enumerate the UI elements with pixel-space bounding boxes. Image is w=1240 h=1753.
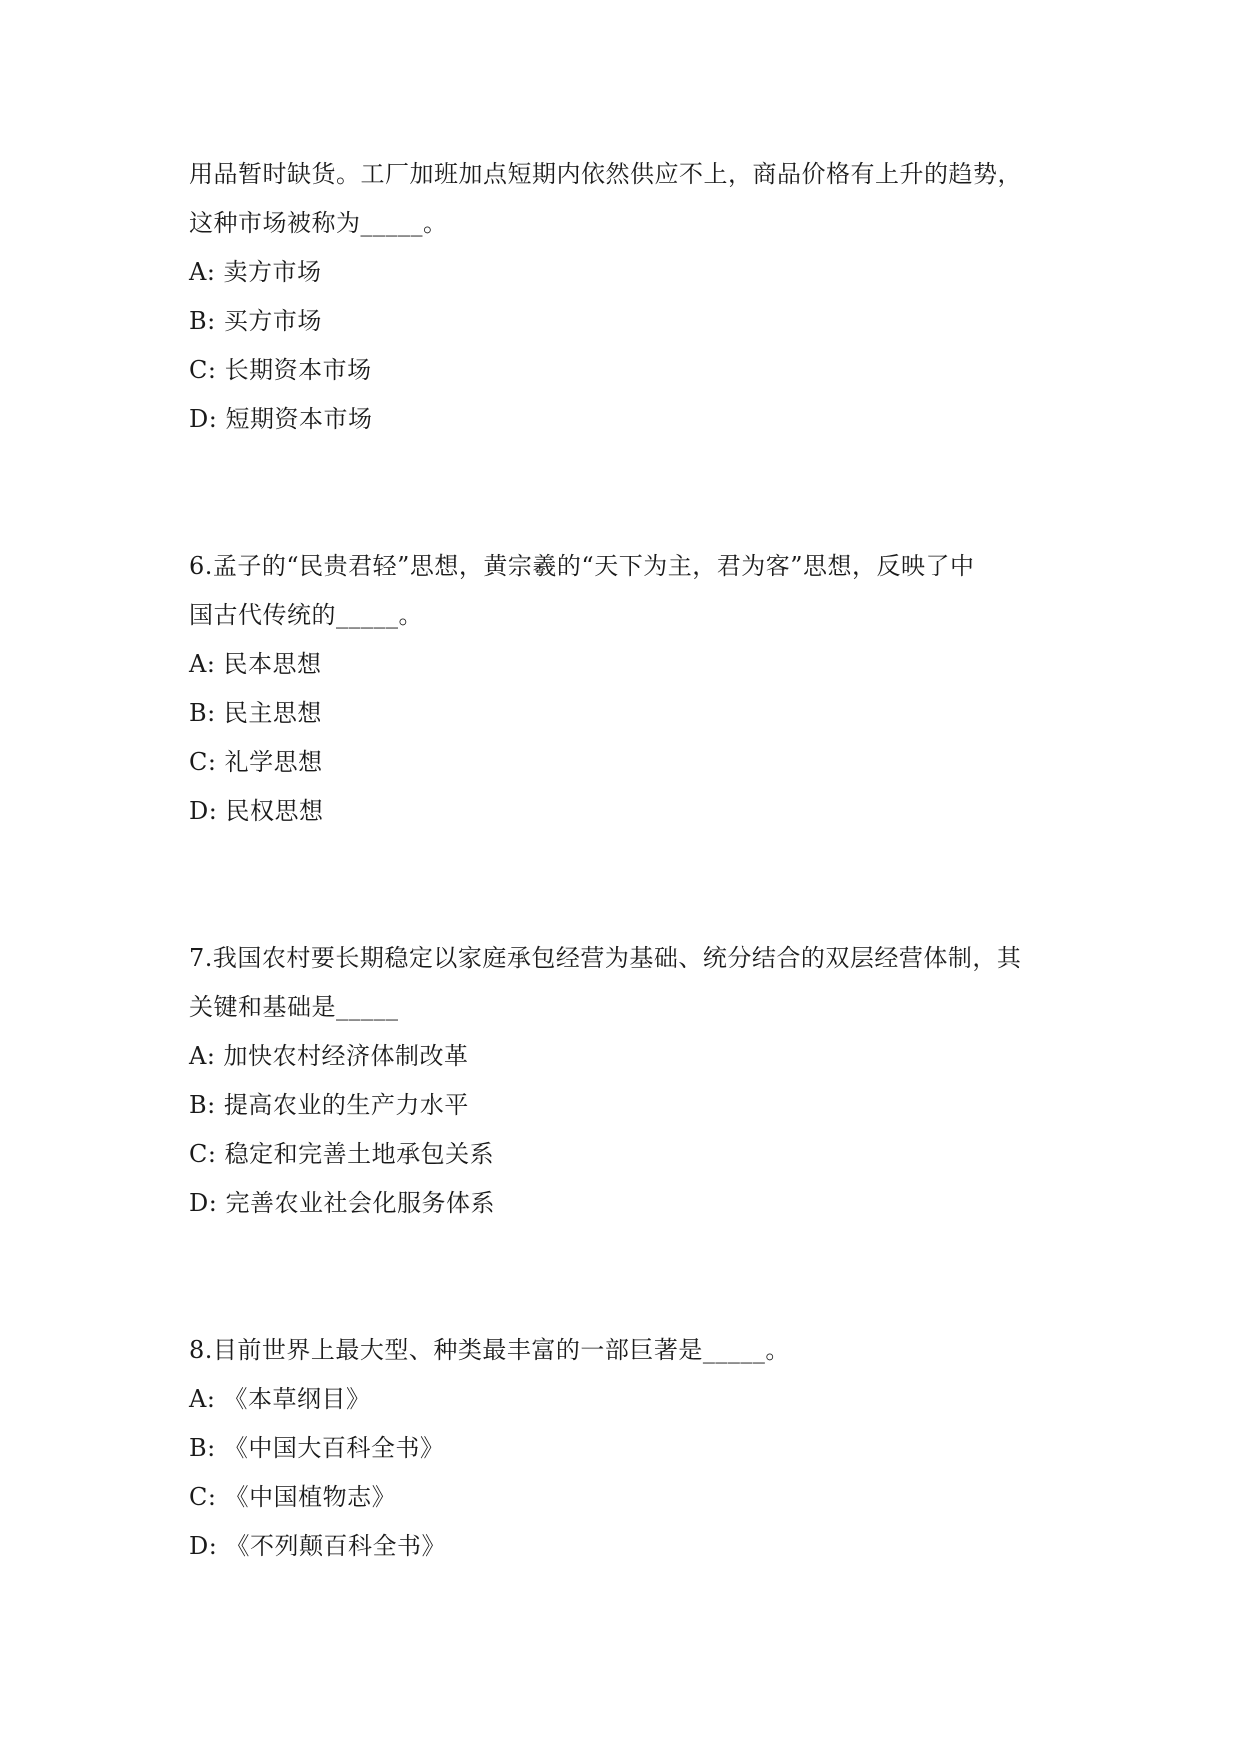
question-5-option-c: C: 长期资本市场: [189, 356, 372, 384]
question-6-stem-line-2: 国古代传统的_____。: [189, 601, 423, 629]
question-6-stem-line-1: 6.孟子的“民贵君轻”思想，黄宗羲的“天下为主，君为客”思想，反映了中: [189, 552, 975, 580]
question-8-option-a: A: 《本草纲目》: [189, 1385, 371, 1413]
question-5-stem-line-1: 用品暂时缺货。工厂加班加点短期内依然供应不上，商品价格有上升的趋势，: [189, 160, 1022, 188]
question-7-option-a: A: 加快农村经济体制改革: [189, 1042, 469, 1070]
question-7-stem-line-2: 关键和基础是_____: [189, 993, 399, 1021]
question-5-option-a: A: 卖方市场: [189, 258, 322, 286]
question-6-option-a: A: 民本思想: [189, 650, 322, 678]
question-5-stem-line-2: 这种市场被称为_____。: [189, 209, 448, 237]
question-5-option-d: D: 短期资本市场: [189, 405, 373, 433]
question-6-option-b: B: 民主思想: [189, 699, 322, 727]
question-7-option-c: C: 稳定和完善土地承包关系: [189, 1140, 495, 1168]
question-7-option-b: B: 提高农业的生产力水平: [189, 1091, 469, 1119]
question-8-option-b: B: 《中国大百科全书》: [189, 1434, 445, 1462]
question-5-option-b: B: 买方市场: [189, 307, 322, 335]
question-8-stem-line-1: 8.目前世界上最大型、种类最丰富的一部巨著是_____。: [189, 1336, 790, 1364]
question-6-option-d: D: 民权思想: [189, 797, 324, 825]
question-8-option-d: D: 《不列颠百科全书》: [189, 1532, 446, 1560]
question-6-option-c: C: 礼学思想: [189, 748, 323, 776]
question-7-option-d: D: 完善农业社会化服务体系: [189, 1189, 495, 1217]
question-7-stem-line-1: 7.我国农村要长期稳定以家庭承包经营为基础、统分结合的双层经营体制，其: [189, 944, 1022, 972]
question-8-option-c: C: 《中国植物志》: [189, 1483, 397, 1511]
